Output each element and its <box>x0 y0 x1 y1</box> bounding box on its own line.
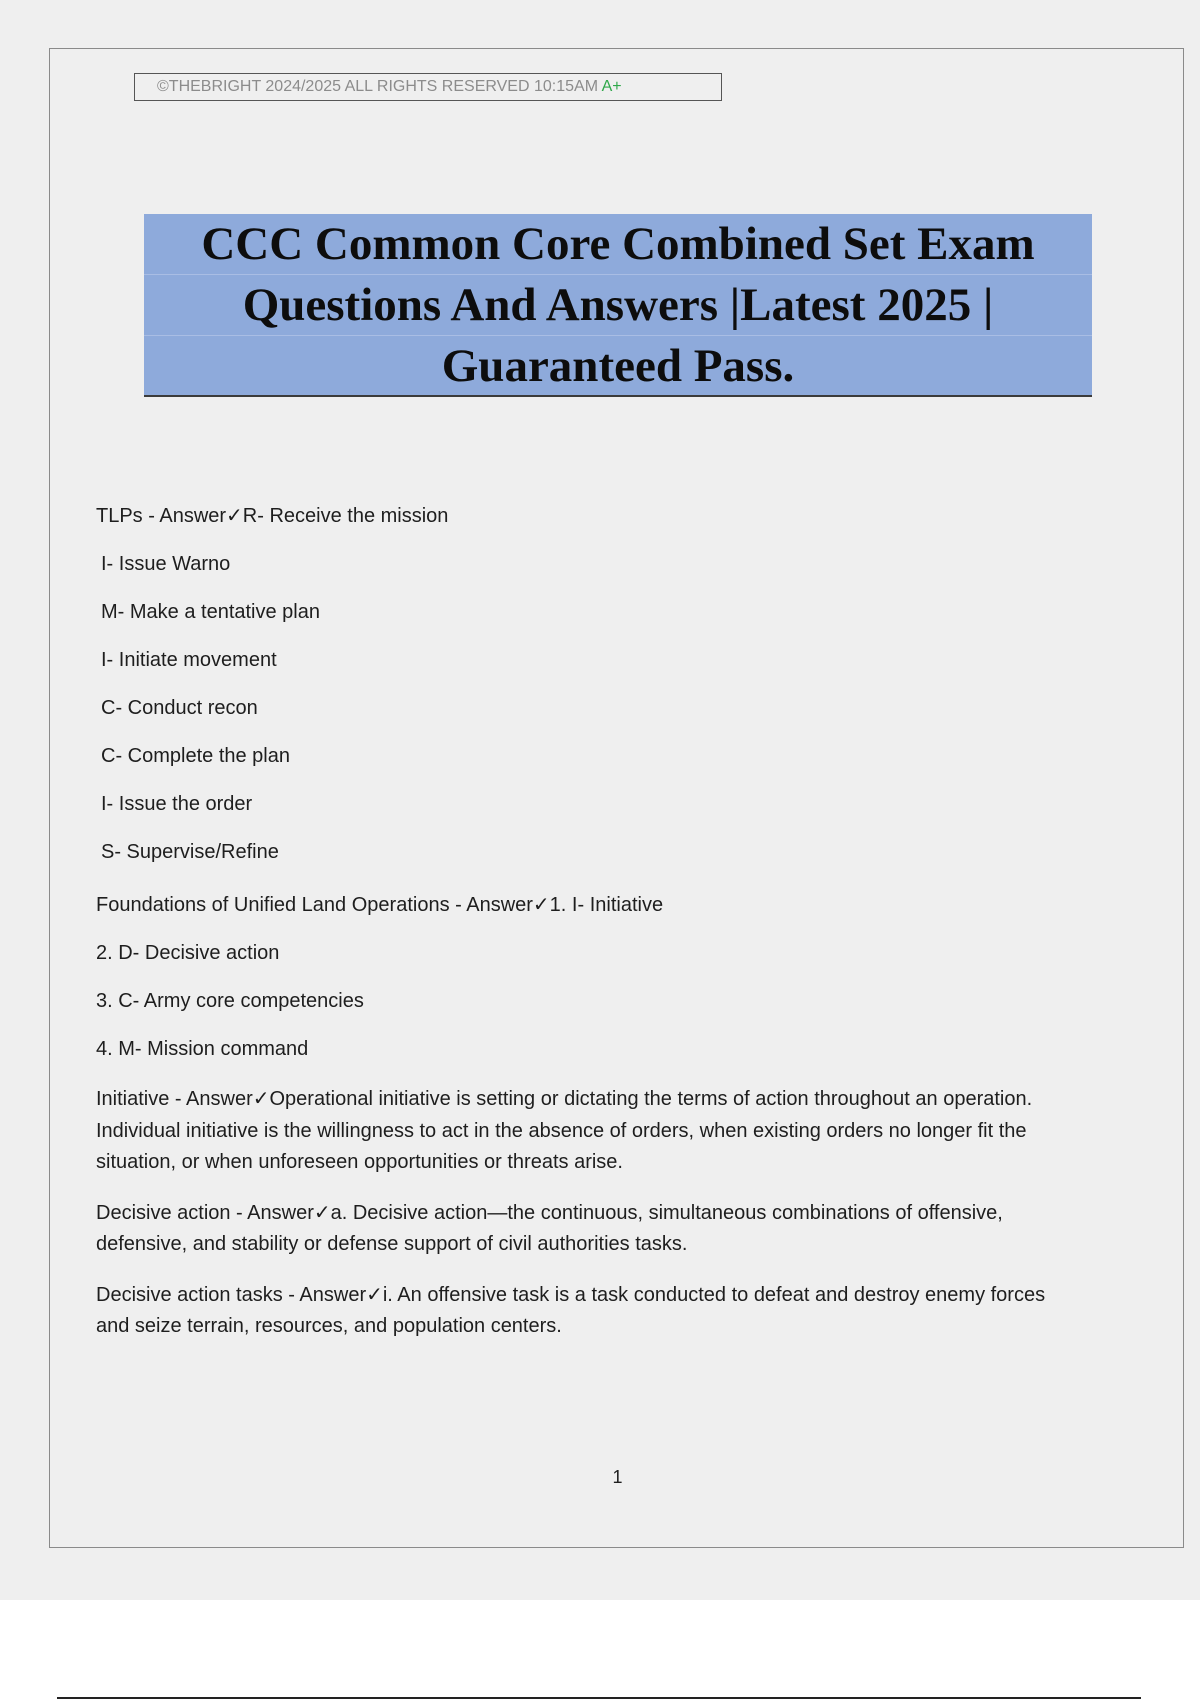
page-number: 1 <box>612 1467 623 1487</box>
document-content <box>96 500 1056 1343</box>
title-line-1: CCC Common Core Combined Set Exam <box>144 214 1092 275</box>
document-title <box>144 214 1092 397</box>
tlp-step: I- Issue the order <box>101 793 253 815</box>
foundation-item: 3. C- Army core competencies <box>96 990 364 1012</box>
decisive-action-question: Decisive action - Answer✓a. Decisive action—the continuous, simultaneous combinations of offensive, defensive, and stability or defense support of civil authorities tasks. <box>96 1201 1003 1255</box>
copyright-text: ©THEBRIGHT 2024/2025 ALL RIGHTS RESERVED 10:15AM <box>157 78 599 95</box>
grade-badge: A+ <box>601 78 622 95</box>
initiative-question: Initiative - Answer✓Operational initiative is setting or dictating the terms of action throughout an operation. Individual initiative is the willingness to act in the absence of orders, when existing orders no longer fit the situation, or when unforeseen opportunities or threats arise. <box>96 1088 1033 1173</box>
tlp-step: S- Supervise/Refine <box>101 841 279 863</box>
tlp-step: C- Conduct recon <box>101 697 258 719</box>
decisive-action-tasks-question: Decisive action tasks - Answer✓i. An offensive task is a task conducted to defeat and destroy enemy forces and seize terrain, resources, and population centers. <box>96 1283 1046 1337</box>
foundation-item: 2. D- Decisive action <box>96 942 280 964</box>
title-line-2: Questions And Answers |Latest 2025 | <box>144 275 1092 336</box>
copyright-header <box>134 73 722 101</box>
footer-divider <box>57 1697 1141 1699</box>
tlps-question: TLPs - Answer✓R- Receive the mission <box>96 505 449 527</box>
foundation-item: 4. M- Mission command <box>96 1038 309 1060</box>
tlp-step: C- Complete the plan <box>101 745 290 767</box>
foundations-question: Foundations of Unified Land Operations - Answer✓1. I- Initiative <box>96 894 664 916</box>
tlp-step: I- Initiate movement <box>101 649 277 671</box>
title-line-3: Guaranteed Pass. <box>441 340 795 392</box>
tlp-step: M- Make a tentative plan <box>101 601 320 623</box>
tlp-step: I- Issue Warno <box>101 553 231 575</box>
